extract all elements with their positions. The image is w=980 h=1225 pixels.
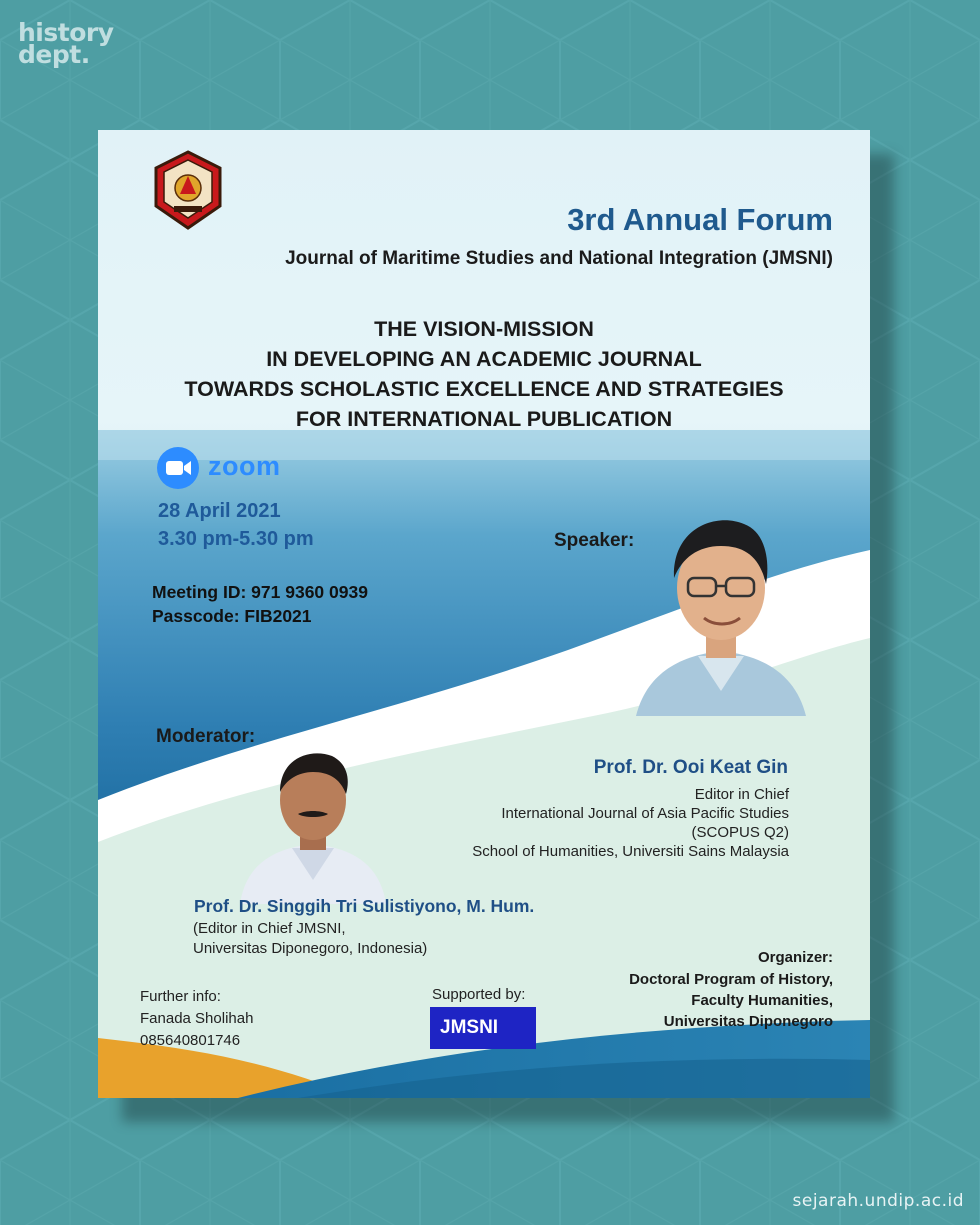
event-title-line: IN DEVELOPING AN ACADEMIC JOURNAL [266, 347, 702, 371]
moderator-name: Prof. Dr. Singgih Tri Sulistiyono, M. Hum. [194, 896, 535, 916]
forum-title: 3rd Annual Forum [567, 202, 833, 237]
supported-by-label: Supported by: [432, 986, 526, 1003]
journal-name: Journal of Maritime Studies and National Integration (JMSNI) [285, 248, 833, 269]
speaker-label: Speaker: [554, 530, 635, 551]
zoom-label: zoom [208, 451, 281, 481]
event-title-line: FOR INTERNATIONAL PUBLICATION [295, 407, 673, 431]
speaker-photo [636, 506, 806, 716]
jmsni-logo: JMSNI [430, 1007, 536, 1049]
event-title-line: THE VISION-MISSION [374, 317, 594, 341]
contact-name: Fanada Sholihah [140, 1010, 254, 1027]
brand-line-1: history [18, 18, 114, 47]
organizer-line: Faculty Humanities, [691, 992, 833, 1009]
moderator-label: Moderator: [156, 726, 256, 747]
university-seal-icon [152, 150, 224, 230]
meeting-passcode: Passcode: FIB2021 [152, 606, 312, 626]
organizer-label: Organizer: [757, 949, 833, 966]
moderator-photo [240, 744, 386, 904]
brand-line-2: dept. [18, 40, 90, 69]
speaker-detail: School of Humanities, Universiti Sains Malaysia [472, 843, 789, 860]
contact-phone: 085640801746 [140, 1032, 241, 1049]
event-poster [98, 130, 870, 1098]
zoom-camera-icon [156, 446, 200, 490]
speaker-detail: Editor in Chief [694, 786, 789, 803]
moderator-detail: Universitas Diponegoro, Indonesia) [193, 940, 428, 957]
history-dept-logo [18, 18, 114, 69]
organizer-line: Universitas Diponegoro [663, 1013, 833, 1030]
speaker-detail: International Journal of Asia Pacific Studies [501, 805, 789, 822]
speaker-name: Prof. Dr. Ooi Keat Gin [593, 757, 788, 778]
site-url: sejarah.undip.ac.id [792, 1191, 964, 1211]
organizer-line: Doctoral Program of History, [629, 971, 833, 988]
speaker-detail: (SCOPUS Q2) [691, 824, 789, 841]
event-date: 28 April 2021 [158, 500, 281, 522]
event-title-line: TOWARDS SCHOLASTIC EXCELLENCE AND STRATEGIES [184, 377, 784, 401]
event-time: 3.30 pm-5.30 pm [158, 528, 314, 550]
event-title [98, 314, 870, 434]
further-info-label: Further info: [140, 988, 221, 1005]
meeting-id: Meeting ID: 971 9360 0939 [152, 582, 368, 602]
moderator-detail: (Editor in Chief JMSNI, [193, 920, 346, 937]
